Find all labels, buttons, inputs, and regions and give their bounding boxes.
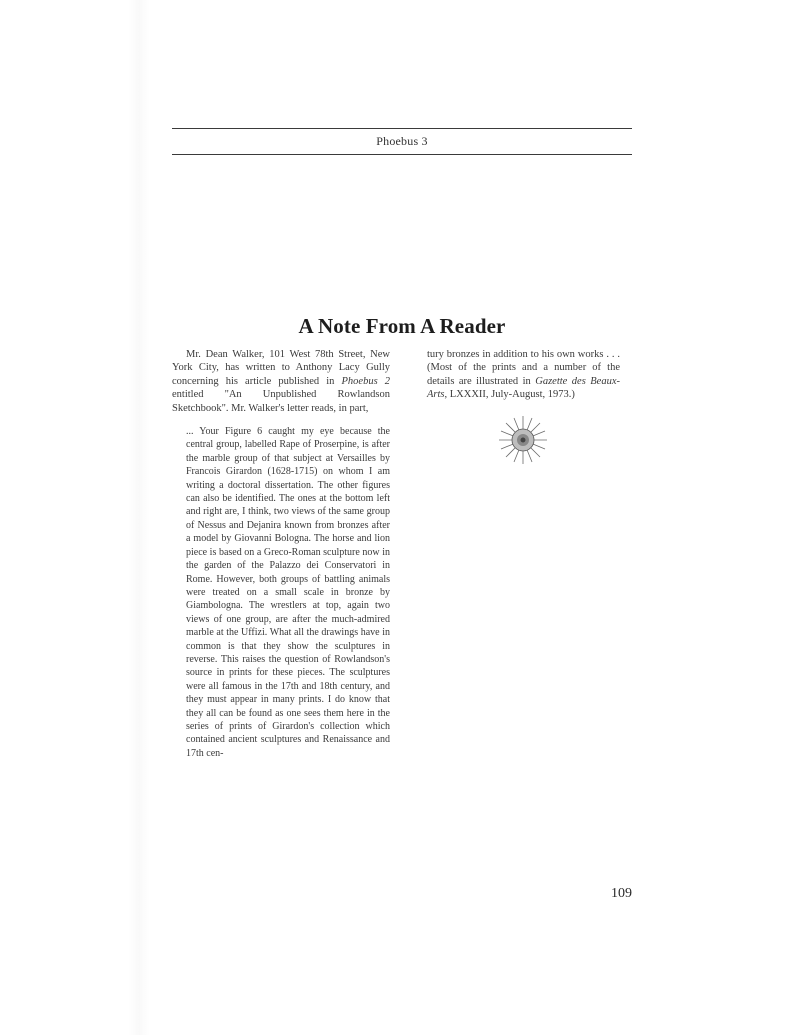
- journal-title-gazette: Gazette des Beaux-Arts: [427, 375, 620, 401]
- intro-text-1: Mr. Dean Walker, 101 West 78th Street, New York City, has written to Anthony Lacy Gully concerning his article published in: [172, 349, 390, 387]
- left-column: [172, 348, 390, 760]
- header-rule-bottom: [172, 154, 632, 155]
- journal-title-phoebus: Phoebus 2: [341, 375, 390, 387]
- running-head: Phoebus 3: [376, 134, 428, 148]
- continuation-text-2: , LXXXII, July-August, 1973.): [444, 389, 575, 401]
- page-number: 109: [611, 886, 632, 901]
- continuation-text-1: tury bronzes in addition to his own works . . . (Most of the prints and a number of the details are illustrated in: [427, 349, 620, 387]
- letter-quote: [186, 425, 390, 760]
- intro-paragraph: [172, 348, 390, 415]
- intro-text-2: entitled "An Unpublished Rowlandson Sketchbook". Mr. Walker's letter reads, in part,: [172, 389, 390, 414]
- sunburst-ornament-icon: [497, 414, 549, 466]
- header-rule-top: [172, 128, 632, 129]
- right-column: [427, 348, 620, 402]
- page-shadow: [128, 0, 150, 1035]
- quote-text: ... Your Figure 6 caught my eye because the central group, labelled Rape of Proserpine, is after the marble group of that subject at Versailles by Francois Girardon (1628-1715) on whom I am writing a doctoral dissertation. The other figures can also be identified. The ones at the bottom left and right are, I think, two views of the same group of Nessus and Dejanira known from bronzes after a model by Giovanni Bologna. The horse and lion piece is based on a Greco-Roman sculpture now in the garden of the Palazzo dei Conservatori in Rome. However, both groups of battling animals were treated on a small scale in bronze by Giambologna. The wrestlers at top, again two views of one group, are after the much-admired marble at the Uffizi. What all the drawings have in common is that they show the sculptures in reverse. This raises the question of Rowlandson's source in prints for these pieces. The sculptures were all famous in the 17th and 18th century, and they must appear in many prints. I do know that they all can be found as one sees them here in the series of prints of Girardon's collection which contained ancient sculptures and Renaissance and 17th cen-: [186, 426, 390, 759]
- article-title: A Note From A Reader: [298, 314, 506, 338]
